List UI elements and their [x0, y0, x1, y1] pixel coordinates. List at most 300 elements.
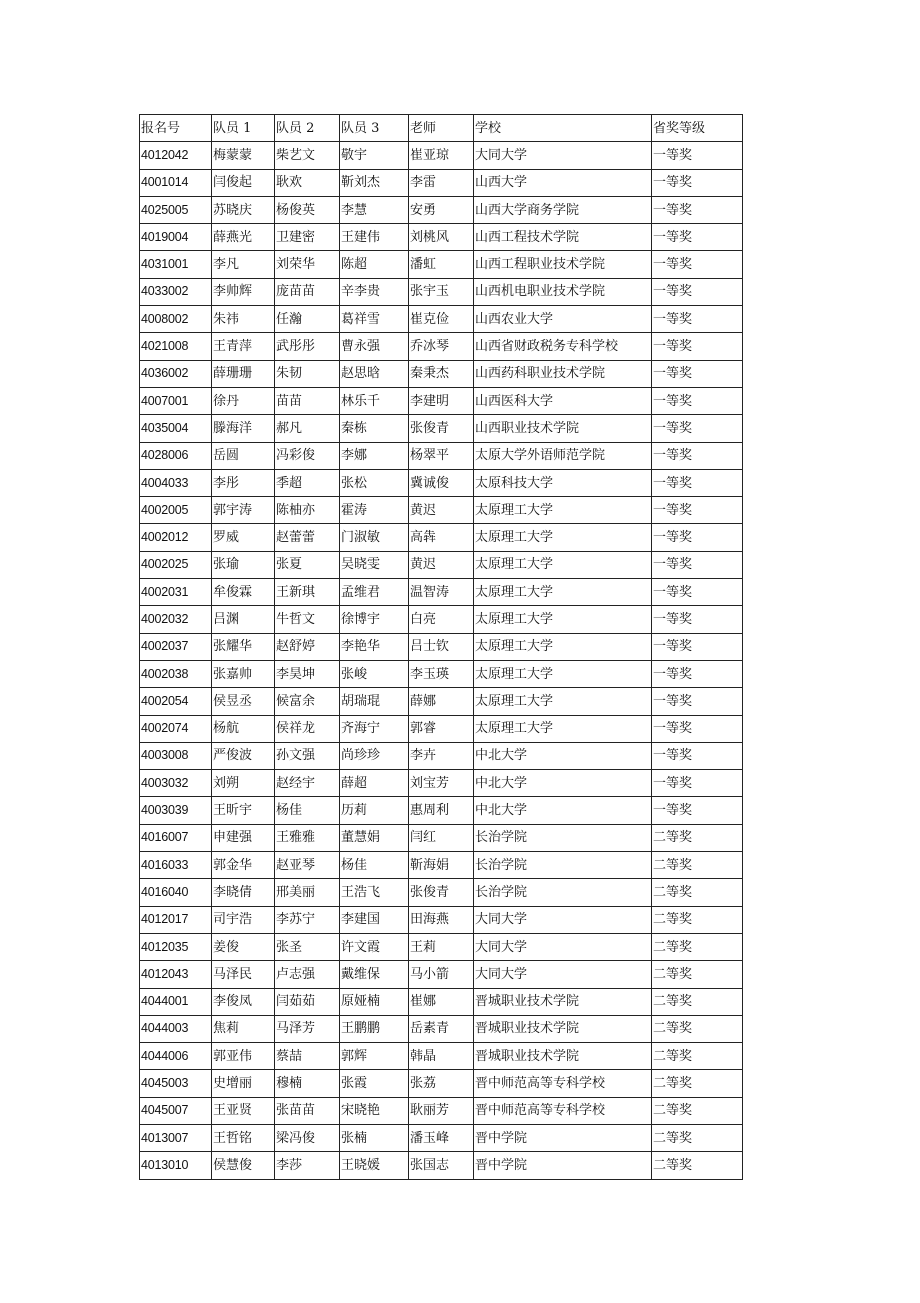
cell-award: 一等奖 [652, 579, 743, 606]
cell-member-2: 卫建密 [275, 224, 340, 251]
cell-member-1: 姜俊 [212, 933, 275, 960]
cell-school: 太原理工大学 [474, 551, 652, 578]
header-reg: 报名号 [140, 115, 212, 142]
cell-member-3: 敬宇 [340, 142, 409, 169]
cell-award: 二等奖 [652, 1152, 743, 1179]
cell-award: 一等奖 [652, 633, 743, 660]
cell-teacher: 岳素青 [409, 1015, 474, 1042]
cell-teacher: 温智涛 [409, 579, 474, 606]
cell-teacher: 耿丽芳 [409, 1097, 474, 1124]
cell-member-2: 赵经宇 [275, 770, 340, 797]
cell-teacher: 崔克俭 [409, 306, 474, 333]
cell-teacher: 王莉 [409, 933, 474, 960]
cell-teacher: 闫红 [409, 824, 474, 851]
cell-member-2: 陈柚亦 [275, 497, 340, 524]
cell-member-3: 陈超 [340, 251, 409, 278]
cell-member-1: 王青萍 [212, 333, 275, 360]
cell-member-1: 李彤 [212, 469, 275, 496]
cell-teacher: 郭睿 [409, 715, 474, 742]
cell-member-2: 闫茹茹 [275, 988, 340, 1015]
cell-member-1: 罗威 [212, 524, 275, 551]
cell-member-3: 徐博宇 [340, 606, 409, 633]
cell-member-2: 马泽芳 [275, 1015, 340, 1042]
cell-award: 一等奖 [652, 770, 743, 797]
cell-member-3: 霍涛 [340, 497, 409, 524]
table-row [140, 360, 743, 387]
cell-reg-number: 4045003 [140, 1070, 212, 1097]
table-row [140, 1124, 743, 1151]
cell-teacher: 崔亚琼 [409, 142, 474, 169]
cell-award: 一等奖 [652, 742, 743, 769]
cell-school: 晋中学院 [474, 1124, 652, 1151]
table-row [140, 387, 743, 414]
cell-reg-number: 4012035 [140, 933, 212, 960]
cell-reg-number: 4002032 [140, 606, 212, 633]
cell-member-3: 薛超 [340, 770, 409, 797]
table-row [140, 988, 743, 1015]
cell-award: 一等奖 [652, 169, 743, 196]
cell-award: 一等奖 [652, 360, 743, 387]
cell-award: 一等奖 [652, 415, 743, 442]
cell-reg-number: 4003039 [140, 797, 212, 824]
cell-member-2: 杨俊英 [275, 196, 340, 223]
cell-award: 一等奖 [652, 524, 743, 551]
cell-reg-number: 4025005 [140, 196, 212, 223]
cell-member-1: 王亚贤 [212, 1097, 275, 1124]
cell-member-1: 杨航 [212, 715, 275, 742]
cell-member-2: 杨佳 [275, 797, 340, 824]
cell-member-2: 赵亚琴 [275, 852, 340, 879]
header-school: 学校 [474, 115, 652, 142]
cell-member-2: 任瀚 [275, 306, 340, 333]
cell-award: 一等奖 [652, 278, 743, 305]
cell-award: 二等奖 [652, 852, 743, 879]
cell-member-2: 李苏宁 [275, 906, 340, 933]
table-row [140, 579, 743, 606]
table-row [140, 333, 743, 360]
cell-award: 二等奖 [652, 906, 743, 933]
cell-member-1: 朱祎 [212, 306, 275, 333]
cell-member-1: 苏晓庆 [212, 196, 275, 223]
cell-member-2: 李莎 [275, 1152, 340, 1179]
cell-member-1: 马泽民 [212, 961, 275, 988]
cell-reg-number: 4016040 [140, 879, 212, 906]
cell-member-2: 耿欢 [275, 169, 340, 196]
cell-member-1: 焦莉 [212, 1015, 275, 1042]
table-row [140, 742, 743, 769]
table-row [140, 551, 743, 578]
table-row [140, 688, 743, 715]
table-row [140, 852, 743, 879]
cell-member-3: 李慧 [340, 196, 409, 223]
cell-school: 长治学院 [474, 852, 652, 879]
cell-reg-number: 4002038 [140, 660, 212, 687]
cell-member-3: 董慧娟 [340, 824, 409, 851]
cell-member-3: 戴维保 [340, 961, 409, 988]
cell-reg-number: 4002031 [140, 579, 212, 606]
cell-member-2: 孙文强 [275, 742, 340, 769]
cell-member-1: 王哲铭 [212, 1124, 275, 1151]
cell-teacher: 冀诚俊 [409, 469, 474, 496]
cell-member-1: 侯慧俊 [212, 1152, 275, 1179]
cell-reg-number: 4016033 [140, 852, 212, 879]
table-row [140, 169, 743, 196]
cell-teacher: 潘玉峰 [409, 1124, 474, 1151]
cell-member-2: 蔡喆 [275, 1043, 340, 1070]
cell-school: 太原理工大学 [474, 715, 652, 742]
cell-school: 大同大学 [474, 142, 652, 169]
cell-member-1: 刘朔 [212, 770, 275, 797]
cell-member-2: 柴艺文 [275, 142, 340, 169]
cell-award: 二等奖 [652, 1015, 743, 1042]
cell-member-3: 李建国 [340, 906, 409, 933]
cell-teacher: 秦秉杰 [409, 360, 474, 387]
cell-member-1: 牟俊霖 [212, 579, 275, 606]
awards-table [139, 114, 743, 1180]
cell-member-3: 张楠 [340, 1124, 409, 1151]
cell-member-3: 靳刘杰 [340, 169, 409, 196]
cell-member-1: 吕渊 [212, 606, 275, 633]
cell-award: 一等奖 [652, 333, 743, 360]
table-row [140, 142, 743, 169]
cell-member-2: 朱韧 [275, 360, 340, 387]
cell-teacher: 靳海娟 [409, 852, 474, 879]
cell-reg-number: 4004033 [140, 469, 212, 496]
cell-award: 一等奖 [652, 251, 743, 278]
cell-award: 一等奖 [652, 142, 743, 169]
table-row [140, 633, 743, 660]
cell-award: 二等奖 [652, 824, 743, 851]
cell-award: 一等奖 [652, 551, 743, 578]
cell-member-2: 穆楠 [275, 1070, 340, 1097]
cell-member-2: 卢志强 [275, 961, 340, 988]
cell-award: 一等奖 [652, 306, 743, 333]
header-member-2: 队员 2 [275, 115, 340, 142]
cell-member-3: 曹永强 [340, 333, 409, 360]
cell-award: 二等奖 [652, 879, 743, 906]
cell-member-2: 李昊坤 [275, 660, 340, 687]
cell-member-1: 张嘉帅 [212, 660, 275, 687]
cell-school: 太原理工大学 [474, 524, 652, 551]
cell-school: 太原理工大学 [474, 660, 652, 687]
cell-member-1: 张瑜 [212, 551, 275, 578]
cell-award: 一等奖 [652, 196, 743, 223]
cell-member-2: 庞苗苗 [275, 278, 340, 305]
cell-reg-number: 4016007 [140, 824, 212, 851]
cell-teacher: 田海燕 [409, 906, 474, 933]
cell-reg-number: 4002074 [140, 715, 212, 742]
cell-teacher: 李卉 [409, 742, 474, 769]
cell-school: 山西大学商务学院 [474, 196, 652, 223]
cell-member-3: 张松 [340, 469, 409, 496]
cell-reg-number: 4013007 [140, 1124, 212, 1151]
cell-member-3: 原娅楠 [340, 988, 409, 1015]
cell-reg-number: 4013010 [140, 1152, 212, 1179]
cell-member-3: 历莉 [340, 797, 409, 824]
cell-teacher: 薛娜 [409, 688, 474, 715]
cell-member-3: 张霞 [340, 1070, 409, 1097]
cell-school: 中北大学 [474, 797, 652, 824]
cell-reg-number: 4012042 [140, 142, 212, 169]
cell-award: 二等奖 [652, 961, 743, 988]
header-award: 省奖等级 [652, 115, 743, 142]
cell-school: 山西工程技术学院 [474, 224, 652, 251]
cell-member-2: 梁冯俊 [275, 1124, 340, 1151]
cell-reg-number: 4002012 [140, 524, 212, 551]
table-row [140, 196, 743, 223]
cell-member-3: 李艳华 [340, 633, 409, 660]
cell-award: 二等奖 [652, 1097, 743, 1124]
cell-member-2: 郝凡 [275, 415, 340, 442]
cell-reg-number: 4035004 [140, 415, 212, 442]
cell-member-3: 林乐千 [340, 387, 409, 414]
table-row [140, 251, 743, 278]
cell-school: 晋中师范高等专科学校 [474, 1070, 652, 1097]
table-row [140, 497, 743, 524]
cell-school: 大同大学 [474, 906, 652, 933]
cell-school: 山西省财政税务专科学校 [474, 333, 652, 360]
cell-member-2: 邢美丽 [275, 879, 340, 906]
cell-member-3: 辛李贵 [340, 278, 409, 305]
cell-school: 长治学院 [474, 824, 652, 851]
table-row [140, 1152, 743, 1179]
cell-teacher: 刘宝芳 [409, 770, 474, 797]
cell-member-1: 李晓倩 [212, 879, 275, 906]
cell-member-1: 郭宇涛 [212, 497, 275, 524]
cell-member-3: 胡瑞琨 [340, 688, 409, 715]
cell-school: 山西机电职业技术学院 [474, 278, 652, 305]
cell-member-1: 李凡 [212, 251, 275, 278]
table-row [140, 797, 743, 824]
cell-teacher: 潘虹 [409, 251, 474, 278]
table-row [140, 1097, 743, 1124]
cell-reg-number: 4033002 [140, 278, 212, 305]
cell-member-1: 司宇浩 [212, 906, 275, 933]
cell-school: 山西医科大学 [474, 387, 652, 414]
cell-member-1: 梅蒙蒙 [212, 142, 275, 169]
header-member-1: 队员 1 [212, 115, 275, 142]
cell-member-3: 张峻 [340, 660, 409, 687]
table-row [140, 442, 743, 469]
cell-school: 山西药科职业技术学院 [474, 360, 652, 387]
cell-reg-number: 4044006 [140, 1043, 212, 1070]
cell-member-1: 岳圆 [212, 442, 275, 469]
cell-reg-number: 4002054 [140, 688, 212, 715]
cell-member-2: 王新琪 [275, 579, 340, 606]
cell-member-2: 候富余 [275, 688, 340, 715]
cell-school: 太原大学外语师范学院 [474, 442, 652, 469]
cell-member-1: 郭亚伟 [212, 1043, 275, 1070]
cell-member-3: 王晓媛 [340, 1152, 409, 1179]
cell-teacher: 张俊青 [409, 879, 474, 906]
cell-school: 太原理工大学 [474, 606, 652, 633]
cell-member-1: 王昕宇 [212, 797, 275, 824]
cell-reg-number: 4002037 [140, 633, 212, 660]
cell-member-3: 齐海宁 [340, 715, 409, 742]
cell-member-3: 郭辉 [340, 1043, 409, 1070]
cell-award: 一等奖 [652, 497, 743, 524]
cell-award: 二等奖 [652, 1124, 743, 1151]
cell-member-3: 孟维君 [340, 579, 409, 606]
table-row [140, 824, 743, 851]
table-row [140, 224, 743, 251]
cell-member-3: 门淑敏 [340, 524, 409, 551]
cell-award: 一等奖 [652, 797, 743, 824]
cell-member-2: 赵舒婷 [275, 633, 340, 660]
cell-teacher: 崔娜 [409, 988, 474, 1015]
table-row [140, 906, 743, 933]
cell-school: 晋中师范高等专科学校 [474, 1097, 652, 1124]
table-row [140, 278, 743, 305]
cell-school: 大同大学 [474, 933, 652, 960]
cell-member-3: 赵思晗 [340, 360, 409, 387]
cell-member-3: 宋晓艳 [340, 1097, 409, 1124]
cell-teacher: 张俊青 [409, 415, 474, 442]
cell-school: 山西职业技术学院 [474, 415, 652, 442]
cell-school: 晋城职业技术学院 [474, 1015, 652, 1042]
cell-teacher: 白亮 [409, 606, 474, 633]
cell-reg-number: 4036002 [140, 360, 212, 387]
cell-member-2: 赵蕾蕾 [275, 524, 340, 551]
cell-school: 中北大学 [474, 742, 652, 769]
cell-reg-number: 4019004 [140, 224, 212, 251]
cell-member-1: 薛珊珊 [212, 360, 275, 387]
table-row [140, 933, 743, 960]
cell-member-2: 张圣 [275, 933, 340, 960]
cell-teacher: 惠周利 [409, 797, 474, 824]
cell-member-3: 李娜 [340, 442, 409, 469]
cell-member-1: 严俊波 [212, 742, 275, 769]
cell-reg-number: 4012043 [140, 961, 212, 988]
cell-member-2: 季超 [275, 469, 340, 496]
cell-member-2: 张苗苗 [275, 1097, 340, 1124]
cell-reg-number: 4008002 [140, 306, 212, 333]
cell-award: 一等奖 [652, 224, 743, 251]
table-row [140, 306, 743, 333]
table-body [140, 115, 743, 1180]
cell-member-3: 王浩飞 [340, 879, 409, 906]
cell-reg-number: 4002005 [140, 497, 212, 524]
cell-member-1: 薛燕光 [212, 224, 275, 251]
cell-member-2: 张夏 [275, 551, 340, 578]
cell-teacher: 高犇 [409, 524, 474, 551]
cell-member-1: 李帅辉 [212, 278, 275, 305]
cell-member-1: 郭金华 [212, 852, 275, 879]
cell-reg-number: 4044001 [140, 988, 212, 1015]
cell-award: 一等奖 [652, 715, 743, 742]
cell-school: 大同大学 [474, 961, 652, 988]
cell-reg-number: 4002025 [140, 551, 212, 578]
cell-school: 太原理工大学 [474, 633, 652, 660]
cell-member-2: 刘荣华 [275, 251, 340, 278]
cell-school: 太原理工大学 [474, 497, 652, 524]
header-teacher: 老师 [409, 115, 474, 142]
cell-award: 一等奖 [652, 660, 743, 687]
cell-teacher: 李建明 [409, 387, 474, 414]
cell-teacher: 黄迟 [409, 497, 474, 524]
cell-award: 一等奖 [652, 469, 743, 496]
cell-reg-number: 4031001 [140, 251, 212, 278]
cell-member-3: 尚珍珍 [340, 742, 409, 769]
cell-school: 太原理工大学 [474, 688, 652, 715]
table-row [140, 660, 743, 687]
cell-award: 二等奖 [652, 1070, 743, 1097]
table-row [140, 961, 743, 988]
cell-teacher: 杨翠平 [409, 442, 474, 469]
cell-reg-number: 4045007 [140, 1097, 212, 1124]
cell-award: 二等奖 [652, 1043, 743, 1070]
cell-award: 二等奖 [652, 988, 743, 1015]
table-row [140, 415, 743, 442]
cell-member-1: 张耀华 [212, 633, 275, 660]
table-row [140, 879, 743, 906]
table-row [140, 715, 743, 742]
cell-award: 二等奖 [652, 933, 743, 960]
table-row [140, 1070, 743, 1097]
cell-reg-number: 4021008 [140, 333, 212, 360]
cell-member-1: 滕海洋 [212, 415, 275, 442]
cell-reg-number: 4003008 [140, 742, 212, 769]
table-row [140, 606, 743, 633]
table-header-row [140, 115, 743, 142]
table-row [140, 469, 743, 496]
cell-school: 晋中学院 [474, 1152, 652, 1179]
cell-teacher: 张国志 [409, 1152, 474, 1179]
cell-school: 长治学院 [474, 879, 652, 906]
table-row [140, 1015, 743, 1042]
cell-teacher: 乔冰琴 [409, 333, 474, 360]
cell-member-3: 许文霞 [340, 933, 409, 960]
cell-school: 山西农业大学 [474, 306, 652, 333]
cell-member-3: 吴晓雯 [340, 551, 409, 578]
cell-teacher: 李雷 [409, 169, 474, 196]
cell-member-1: 闫俊起 [212, 169, 275, 196]
cell-teacher: 吕士钦 [409, 633, 474, 660]
table-row [140, 524, 743, 551]
cell-teacher: 李玉瑛 [409, 660, 474, 687]
cell-school: 晋城职业技术学院 [474, 1043, 652, 1070]
cell-reg-number: 4007001 [140, 387, 212, 414]
cell-member-1: 史增丽 [212, 1070, 275, 1097]
cell-member-1: 申建强 [212, 824, 275, 851]
cell-school: 中北大学 [474, 770, 652, 797]
cell-teacher: 马小箭 [409, 961, 474, 988]
table-row [140, 1043, 743, 1070]
cell-member-3: 葛祥雪 [340, 306, 409, 333]
cell-school: 山西大学 [474, 169, 652, 196]
cell-teacher: 黄迟 [409, 551, 474, 578]
cell-school: 晋城职业技术学院 [474, 988, 652, 1015]
cell-reg-number: 4001014 [140, 169, 212, 196]
cell-award: 一等奖 [652, 688, 743, 715]
cell-member-2: 冯彩俊 [275, 442, 340, 469]
cell-award: 一等奖 [652, 387, 743, 414]
cell-reg-number: 4003032 [140, 770, 212, 797]
cell-member-3: 王建伟 [340, 224, 409, 251]
cell-reg-number: 4044003 [140, 1015, 212, 1042]
cell-teacher: 张荔 [409, 1070, 474, 1097]
cell-member-1: 徐丹 [212, 387, 275, 414]
cell-school: 太原理工大学 [474, 579, 652, 606]
header-member-3: 队员 3 [340, 115, 409, 142]
cell-reg-number: 4012017 [140, 906, 212, 933]
cell-member-2: 侯祥龙 [275, 715, 340, 742]
cell-school: 太原科技大学 [474, 469, 652, 496]
cell-member-2: 牛哲文 [275, 606, 340, 633]
cell-teacher: 韩晶 [409, 1043, 474, 1070]
cell-member-1: 侯昱丞 [212, 688, 275, 715]
cell-reg-number: 4028006 [140, 442, 212, 469]
